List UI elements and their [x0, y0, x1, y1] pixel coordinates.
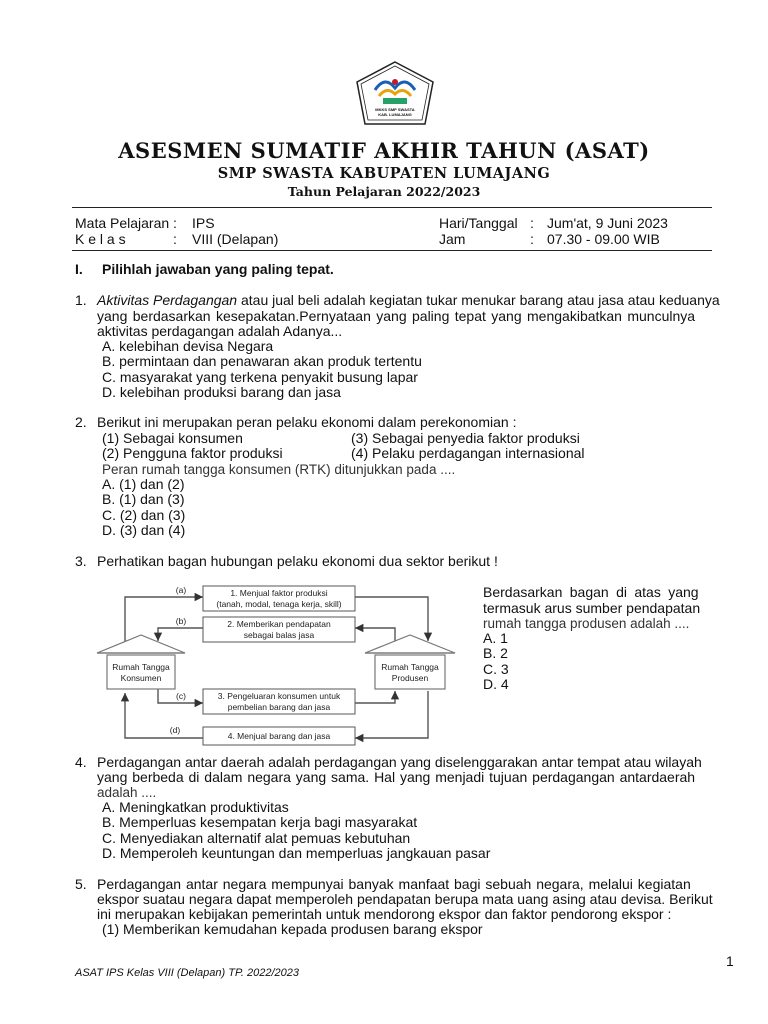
label-c: (c)	[176, 691, 186, 701]
q3-option-a: A. 1	[483, 630, 508, 646]
label-d: (d)	[169, 725, 181, 735]
subject-sep: :	[173, 215, 177, 231]
q4-option-d: D. Memperoleh keuntungan dan memperluas jangkauan pasar	[102, 845, 491, 861]
q1-option-a: A. kelebihan devisa Negara	[102, 338, 274, 354]
house-right-line1: Rumah Tangga	[381, 662, 439, 672]
q2-stem: Berikut ini merupakan peran pelaku ekonomi dalam perekonomian :	[97, 414, 517, 430]
q4-line2: yang berbeda di dalam negara yang sama. Hal yang menjadi tujuan perdagangan antardaerah	[97, 769, 696, 785]
q5-item-1: (1) Memberikan kemudahan kepada produsen barang ekspor	[102, 921, 483, 937]
q2-option-a: A. (1) dan (2)	[102, 476, 185, 492]
q4-option-c: C. Menyediakan alternatif alat pemuas kebutuhan	[102, 830, 411, 846]
box3-line2: pembelian barang dan jasa	[227, 702, 331, 712]
academic-year: Tahun Pelajaran 2022/2023	[287, 184, 481, 199]
class-label: K e l a s	[75, 231, 126, 247]
flow-boxes	[203, 586, 355, 745]
time-label: Jam	[439, 231, 466, 247]
house-left-line2: Konsumen	[120, 673, 162, 683]
day-value: Jum'at, 9 Juni 2023	[547, 215, 668, 231]
class-value: VIII (Delapan)	[192, 231, 279, 247]
q3-option-c: C. 3	[483, 661, 509, 677]
q2-role-3: (3) Sebagai penyedia faktor produksi	[351, 430, 580, 446]
section-title: Pilihlah jawaban yang paling tepat.	[102, 261, 334, 277]
label-b: (b)	[175, 616, 187, 626]
day-sep: :	[530, 215, 534, 231]
q2-number: 2.	[75, 414, 87, 430]
q3-side-line1: Berdasarkan bagan di atas yang	[483, 584, 699, 600]
q2-role-4: (4) Pelaku perdagangan internasional	[351, 445, 585, 461]
time-sep: :	[530, 231, 534, 247]
school-name: SMP SWASTA KABUPATEN LUMAJANG	[217, 165, 551, 182]
box1-line1: 1. Menjual faktor produksi	[230, 588, 328, 598]
school-logo	[355, 60, 435, 126]
q4-line1: Perdagangan antar daerah adalah perdagangan yang diselenggarakan antar tempat atau wilayah	[97, 754, 702, 770]
q2-question: Peran rumah tangga konsumen (RTK) ditunjukkan pada ....	[102, 462, 456, 477]
subject-value: IPS	[192, 215, 215, 231]
box1-line2: (tanah, modal, tenaga kerja, skill)	[216, 599, 342, 609]
info-rule	[72, 250, 712, 251]
q3-side-line2: termasuk arus sumber pendapatan	[483, 600, 701, 616]
q4-option-a: A. Meningkatkan produktivitas	[102, 799, 289, 815]
q1-number: 1.	[75, 292, 87, 308]
label-a: (a)	[175, 585, 187, 595]
box4-text: 4. Menjual barang dan jasa	[227, 731, 331, 741]
q1-italic-term: Aktivitas Perdagangan	[97, 292, 238, 308]
q1-option-c: C. masyarakat yang terkena penyakit busung lapar	[102, 369, 418, 385]
box2-line2: sebagai balas jasa	[243, 630, 315, 640]
q1-option-d: D. kelebihan produksi barang dan jasa	[102, 384, 341, 400]
q1-line2: yang berdasarkan kesepakatan.Pernyataan yang paling tepat yang mengakibatkan munculnya	[97, 308, 696, 324]
q5-line2: ekspor suatau negara dapat memperoleh pendapatan berupa mata uang asing atau devisa. Berikut	[97, 891, 713, 907]
q2-option-d: D. (3) dan (4)	[102, 522, 186, 538]
q4-line3: adalah ....	[97, 785, 157, 800]
q4-number: 4.	[75, 754, 87, 770]
q1-line3: aktivitas perdagangan adalah Adanya...	[97, 323, 343, 339]
q3-option-d: D. 4	[483, 676, 509, 692]
q3-side-line3: rumah tangga produsen adalah ....	[483, 616, 690, 631]
q3-option-b: B. 2	[483, 645, 508, 661]
day-label: Hari/Tanggal	[439, 215, 518, 231]
box2-line1: 2. Memberikan pendapatan	[227, 619, 331, 629]
exam-title: ASESMEN SUMATIF AKHIR TAHUN (ASAT)	[118, 138, 650, 163]
time-value: 07.30 - 09.00 WIB	[547, 231, 660, 247]
q2-option-c: C. (2) dan (3)	[102, 507, 186, 523]
house-left-line1: Rumah Tangga	[112, 662, 170, 672]
q5-line1: Perdagangan antar negara mempunyai banyak manfaat bagi sebuah negara, melalui kegiatan	[97, 876, 691, 892]
subject-label: Mata Pelajaran	[75, 215, 170, 231]
section-number: I.	[75, 261, 83, 277]
q3-stem: Perhatikan bagan hubungan pelaku ekonomi dua sektor berikut !	[97, 553, 498, 569]
footer-text: ASAT IPS Kelas VIII (Delapan) TP. 2022/2023	[75, 967, 299, 979]
q1-line1-rest: atau jual beli adalah kegiatan tukar menukar barang atau jasa atau keduanya	[237, 292, 720, 308]
q2-role-2: (2) Pengguna faktor produksi	[102, 445, 283, 461]
q5-line3: ini merupakan kebijakan pemerintah untuk mendorong ekspor dan faktor pendorong ekspor :	[97, 906, 672, 922]
q1-option-b: B. permintaan dan penawaran akan produk tertentu	[102, 353, 422, 369]
class-sep: :	[173, 231, 177, 247]
box3-line1: 3. Pengeluaran konsumen untuk	[217, 691, 341, 701]
logo-text-2: KAB. LUMAJANG	[378, 112, 412, 117]
q2-role-1: (1) Sebagai konsumen	[102, 430, 243, 446]
q2-option-b: B. (1) dan (3)	[102, 491, 185, 507]
house-right-line2: Produsen	[391, 673, 429, 683]
q5-number: 5.	[75, 876, 87, 892]
logo-text-1: MKKS SMP SWASTA	[375, 107, 415, 112]
page-number: 1	[726, 953, 734, 969]
q1-line1	[97, 293, 730, 309]
q4-option-b: B. Memperluas kesempatan kerja bagi masyarakat	[102, 814, 418, 830]
header-rule	[72, 207, 712, 208]
economic-circular-flow-diagram	[95, 583, 465, 755]
q3-number: 3.	[75, 553, 87, 569]
